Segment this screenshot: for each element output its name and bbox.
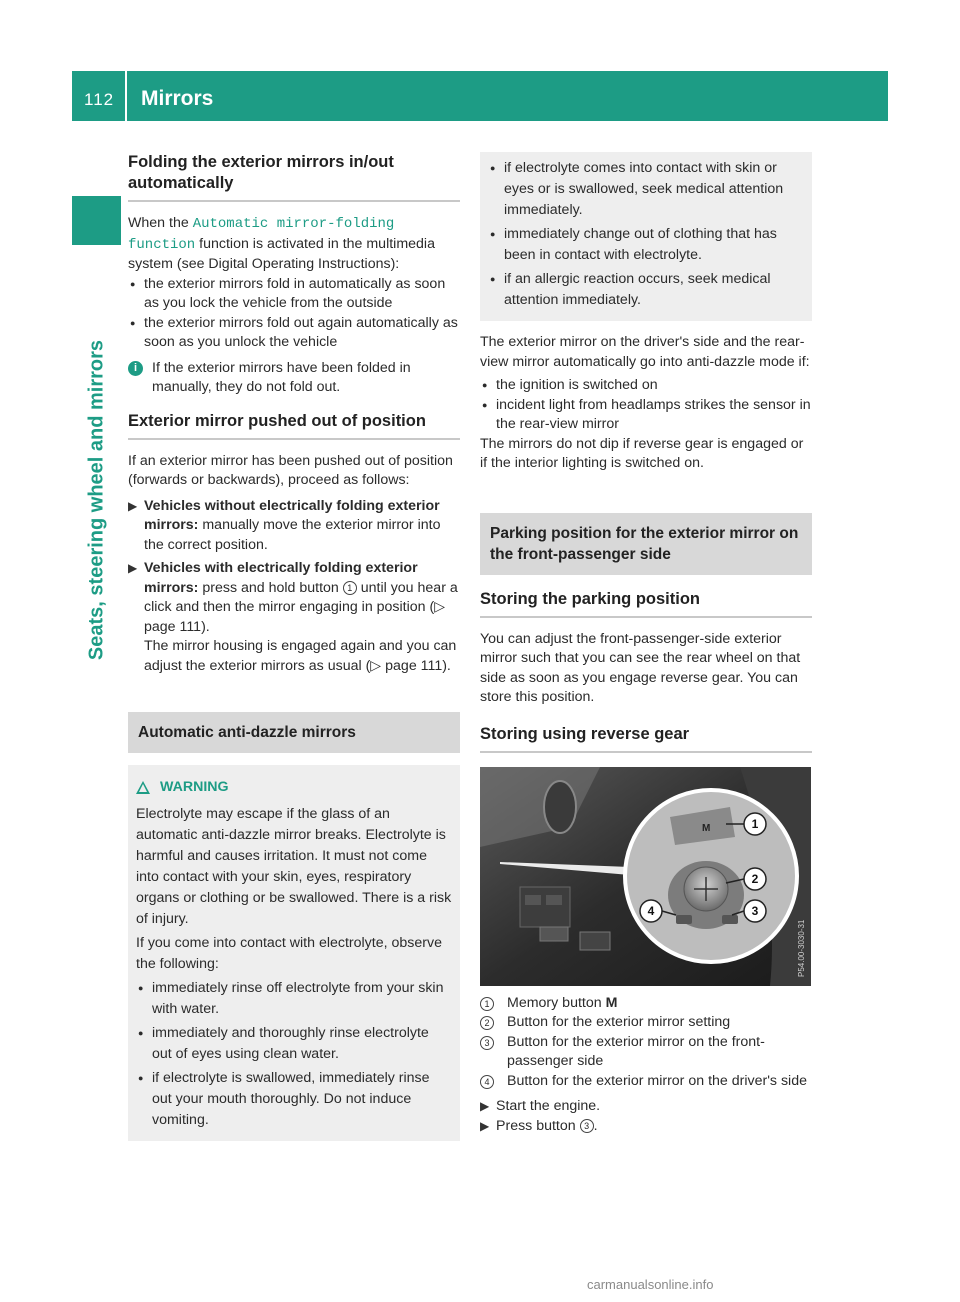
step1-bold: Vehicles without electrically folding exterior mirrors:	[144, 497, 440, 533]
image-legend	[480, 994, 812, 1092]
list-item: ● immediately and thoroughly rinse electrolyte out of eyes using clean water.	[136, 1023, 452, 1065]
step2-result: The mirror housing is engaged again and you can adjust the exterior mirrors as usual (▷ page 111).	[144, 638, 457, 674]
dip-note: The mirrors do not dip if reverse gear is engaged or if the interior lighting is switched on.	[480, 435, 804, 471]
legend-text: Button for the exterior mirror on the front-passenger side	[507, 1033, 765, 1069]
fold-intro	[128, 214, 460, 275]
callout-number: 2	[480, 1016, 494, 1030]
pushed-intro: If an exterior mirror has been pushed out of position (forwards or backwards), proceed as follows:	[128, 452, 453, 488]
step2-bold: Vehicles with electrically folding exterior mirrors:	[144, 560, 418, 596]
fold-note-text: If the exterior mirrors have been folded in manually, they do not fold out.	[152, 359, 411, 395]
callout-number: 1	[480, 997, 494, 1011]
step2-text: press and hold button	[202, 579, 339, 596]
step-without-folding	[128, 497, 460, 556]
step-start-text: Start the engine.	[496, 1098, 601, 1114]
warning-box	[128, 765, 460, 1141]
warning-instruction: If you come into contact with electrolyte, observe the following:	[136, 935, 442, 972]
arrow-right-icon: ▶	[480, 1118, 490, 1133]
callout-number: 1	[343, 581, 357, 595]
fold-intro-pre: When the	[128, 215, 189, 231]
list-item: ● if electrolyte is swallowed, immediately rinse out your mouth thoroughly. Do not induce vomiting.	[136, 1068, 452, 1131]
fold-function-link[interactable]: Automatic mirror-folding function	[128, 216, 395, 253]
header-divider	[125, 71, 127, 121]
list-item: ● the ignition is switched on	[480, 376, 812, 396]
legend-bold: M	[605, 994, 618, 1011]
list-item: ● immediately change out of clothing that has been in contact with electrolyte.	[488, 224, 804, 266]
section-title: Seats, steering wheel and mirrors	[85, 339, 108, 661]
warning-bullets-continued	[488, 158, 804, 311]
list-item	[480, 994, 812, 1014]
pushed-heading: Exterior mirror pushed out of position	[128, 411, 460, 440]
callout-4: 4	[647, 903, 655, 918]
callout-number: 3	[580, 1119, 594, 1133]
warning-text: Electrolyte may escape if the glass of an automatic anti-dazzle mirror breaks. Electrolyte is harmful and causes irritation. It must not come into contact with your skin, eyes, respiratory organs or clothing or be swallowed. There is a risk of injury.	[136, 806, 452, 927]
step2-text-continued: until you hear a click and then the mirror engaging in position (▷ page 111).	[144, 579, 458, 635]
callout-number: 3	[480, 1036, 494, 1050]
legend-text: Memory button	[507, 994, 602, 1011]
warning-title	[136, 777, 452, 798]
fold-intro-post: function is activated in the multimedia system (see Digital Operating Instructions):	[128, 235, 435, 272]
fold-heading: Folding the exterior mirrors in/out automatically	[128, 152, 460, 202]
chapter-title: Mirrors	[141, 87, 214, 110]
arrow-right-icon: ▶	[128, 561, 138, 575]
fold-info-note	[128, 359, 460, 398]
step1-text: manually move the exterior mirror into the correct position.	[144, 517, 441, 553]
callout-1: 1	[751, 816, 759, 831]
reverse-heading: Storing using reverse gear	[480, 724, 812, 753]
list-item: ● the exterior mirrors fold out again automatically as soon as you unlock the vehicle	[128, 314, 460, 353]
image-code: P54.00-3030-31	[797, 919, 806, 977]
list-item	[480, 1072, 812, 1092]
list-item: ● if electrolyte comes into contact with skin or eyes or is swallowed, seek medical attention immediately.	[488, 158, 804, 221]
warning-box-continued	[480, 152, 812, 321]
callout-3: 3	[751, 903, 759, 918]
arrow-right-icon: ▶	[480, 1099, 490, 1113]
right-column	[480, 152, 812, 1136]
list-item: ● incident light from headlamps strikes the sensor in the rear-view mirror	[480, 396, 812, 435]
legend-text: Button for the exterior mirror setting	[507, 1014, 731, 1030]
fold-bullets	[128, 275, 460, 353]
list-item	[480, 1013, 812, 1033]
warning-bullets	[136, 978, 452, 1131]
list-item	[480, 1033, 812, 1072]
antidazzle-heading: Automatic anti-dazzle mirrors	[128, 712, 460, 753]
page-number: 112	[84, 90, 115, 109]
section-marker	[72, 196, 121, 245]
storing-text: You can adjust the front-passenger-side exterior mirror such that you can see the rear wheel on that side as soon as you engage reverse gear. You can store this position.	[480, 630, 801, 705]
dip-bullets	[480, 376, 812, 435]
mirror-controls-photo	[480, 767, 811, 986]
list-item: ● the exterior mirrors fold in automatically as soon as you lock the vehicle from the outside	[128, 275, 460, 314]
door-panel-illustration	[480, 767, 811, 986]
list-item: ● if an allergic reaction occurs, seek medical attention immediately.	[488, 269, 804, 311]
parking-heading: Parking position for the exterior mirror on the front-passenger side	[480, 513, 812, 575]
step-press-end: .	[593, 1117, 598, 1134]
callout-number: 4	[480, 1075, 494, 1089]
warning-label: WARNING	[160, 779, 229, 795]
warning-triangle-icon	[136, 781, 150, 794]
page-header	[72, 71, 888, 121]
step-with-folding	[128, 559, 460, 676]
step-press-text: Press button	[496, 1117, 576, 1134]
dip-intro: The exterior mirror on the driver's side and the rear-view mirror automatically go into anti-dazzle mode if:	[480, 334, 810, 370]
info-icon: i	[128, 361, 143, 376]
step-start-engine	[480, 1097, 812, 1117]
legend-text: Button for the exterior mirror on the driver's side	[507, 1072, 807, 1089]
watermark: carmanualsonline.info	[587, 1277, 714, 1292]
left-column	[128, 152, 460, 1141]
callout-2: 2	[751, 871, 759, 886]
list-item: ● immediately rinse off electrolyte from your skin with water.	[136, 978, 452, 1020]
storing-heading: Storing the parking position	[480, 589, 812, 618]
arrow-right-icon: ▶	[128, 498, 138, 513]
step-press-button	[480, 1117, 812, 1137]
memory-button-label: M	[702, 822, 711, 834]
